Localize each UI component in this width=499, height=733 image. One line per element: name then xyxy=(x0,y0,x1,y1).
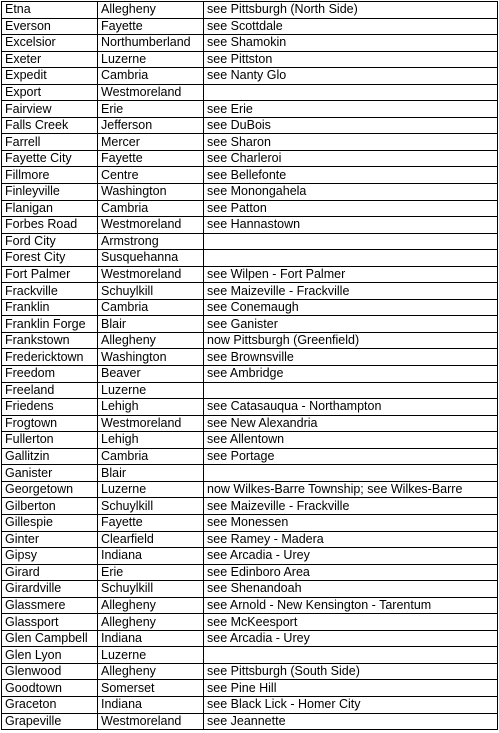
county-cell: Blair xyxy=(98,316,204,333)
reference-cell: see Hannastown xyxy=(204,217,498,234)
county-cell: Westmoreland xyxy=(98,713,204,730)
county-cell: Allegheny xyxy=(98,663,204,680)
place-name-cell: Glen Campbell xyxy=(2,630,98,647)
place-name-cell: Expedit xyxy=(2,68,98,85)
place-name-cell: Fairview xyxy=(2,101,98,118)
place-name-cell: Goodtown xyxy=(2,680,98,697)
county-cell: Westmoreland xyxy=(98,415,204,432)
reference-cell: see Bellefonte xyxy=(204,167,498,184)
place-name-cell: Falls Creek xyxy=(2,117,98,134)
table-row xyxy=(2,349,498,366)
county-cell: Allegheny xyxy=(98,332,204,349)
county-cell: Erie xyxy=(98,564,204,581)
reference-cell: see DuBois xyxy=(204,117,498,134)
place-name-cell: Forest City xyxy=(2,250,98,267)
county-cell: Indiana xyxy=(98,630,204,647)
table-row xyxy=(2,581,498,598)
county-cell: Allegheny xyxy=(98,614,204,631)
reference-cell: see Ambridge xyxy=(204,366,498,383)
place-name-cell: Freeland xyxy=(2,382,98,399)
table-row xyxy=(2,283,498,300)
table-row xyxy=(2,597,498,614)
county-cell: Westmoreland xyxy=(98,266,204,283)
county-cell: Armstrong xyxy=(98,233,204,250)
reference-cell: see Maizeville - Frackville xyxy=(204,283,498,300)
place-name-cell: Fredericktown xyxy=(2,349,98,366)
place-name-cell: Friedens xyxy=(2,399,98,416)
place-name-cell: Georgetown xyxy=(2,481,98,498)
place-name-cell: Glassport xyxy=(2,614,98,631)
reference-cell: see Ganister xyxy=(204,316,498,333)
county-cell: Luzerne xyxy=(98,647,204,664)
county-cell: Schuylkill xyxy=(98,498,204,515)
table-row xyxy=(2,184,498,201)
reference-cell: see Patton xyxy=(204,200,498,217)
county-cell: Mercer xyxy=(98,134,204,151)
table-row xyxy=(2,84,498,101)
reference-cell: see Pittsburgh (South Side) xyxy=(204,663,498,680)
place-name-cell: Glen Lyon xyxy=(2,647,98,664)
table-row xyxy=(2,299,498,316)
reference-cell: see Black Lick - Homer City xyxy=(204,696,498,713)
table-row xyxy=(2,233,498,250)
place-name-cell: Gilberton xyxy=(2,498,98,515)
reference-cell: see Pittsburgh (North Side) xyxy=(204,2,498,19)
place-name-cell: Everson xyxy=(2,18,98,35)
place-name-cell: Export xyxy=(2,84,98,101)
table-row xyxy=(2,200,498,217)
county-cell: Cambria xyxy=(98,68,204,85)
place-name-cell: Frogtown xyxy=(2,415,98,432)
reference-cell: see Arnold - New Kensington - Tarentum xyxy=(204,597,498,614)
reference-cell: see Scottdale xyxy=(204,18,498,35)
place-name-cell: Glenwood xyxy=(2,663,98,680)
table-row xyxy=(2,266,498,283)
place-name-cell: Forbes Road xyxy=(2,217,98,234)
table-row xyxy=(2,696,498,713)
reference-cell xyxy=(204,465,498,482)
reference-cell: see Wilpen - Fort Palmer xyxy=(204,266,498,283)
county-cell: Lehigh xyxy=(98,432,204,449)
table-row xyxy=(2,399,498,416)
reference-cell xyxy=(204,250,498,267)
table-row xyxy=(2,217,498,234)
county-cell: Westmoreland xyxy=(98,84,204,101)
table-row xyxy=(2,51,498,68)
place-name-cell: Fort Palmer xyxy=(2,266,98,283)
place-name-cell: Exeter xyxy=(2,51,98,68)
place-name-cell: Grapeville xyxy=(2,713,98,730)
place-name-cell: Fillmore xyxy=(2,167,98,184)
reference-cell xyxy=(204,233,498,250)
table-row xyxy=(2,332,498,349)
reference-cell: now Pittsburgh (Greenfield) xyxy=(204,332,498,349)
place-name-cell: Franklin Forge xyxy=(2,316,98,333)
table-row xyxy=(2,382,498,399)
reference-cell: see Ramey - Madera xyxy=(204,531,498,548)
county-cell: Luzerne xyxy=(98,51,204,68)
place-name-cell: Farrell xyxy=(2,134,98,151)
place-name-cell: Frankstown xyxy=(2,332,98,349)
reference-cell: see Maizeville - Frackville xyxy=(204,498,498,515)
table-row xyxy=(2,548,498,565)
place-name-cell: Gipsy xyxy=(2,548,98,565)
table-row xyxy=(2,2,498,19)
table-row xyxy=(2,432,498,449)
county-cell: Allegheny xyxy=(98,597,204,614)
county-cell: Northumberland xyxy=(98,35,204,52)
county-cell: Westmoreland xyxy=(98,217,204,234)
reference-cell: see Edinboro Area xyxy=(204,564,498,581)
table-row xyxy=(2,647,498,664)
table-row xyxy=(2,614,498,631)
reference-cell: see New Alexandria xyxy=(204,415,498,432)
county-cell: Fayette xyxy=(98,150,204,167)
county-cell: Susquehanna xyxy=(98,250,204,267)
county-cell: Washington xyxy=(98,349,204,366)
table-row xyxy=(2,117,498,134)
table-row xyxy=(2,713,498,730)
reference-cell xyxy=(204,382,498,399)
table-row xyxy=(2,415,498,432)
county-cell: Indiana xyxy=(98,696,204,713)
reference-cell: see Brownsville xyxy=(204,349,498,366)
county-cell: Somerset xyxy=(98,680,204,697)
place-name-cell: Frackville xyxy=(2,283,98,300)
reference-cell: see Portage xyxy=(204,448,498,465)
table-row xyxy=(2,68,498,85)
reference-cell: see Conemaugh xyxy=(204,299,498,316)
county-cell: Fayette xyxy=(98,514,204,531)
reference-cell: see Allentown xyxy=(204,432,498,449)
county-cell: Lehigh xyxy=(98,399,204,416)
reference-cell: see Monongahela xyxy=(204,184,498,201)
table-row xyxy=(2,35,498,52)
table-row xyxy=(2,316,498,333)
place-name-cell: Etna xyxy=(2,2,98,19)
place-name-cell: Graceton xyxy=(2,696,98,713)
reference-cell: see Shenandoah xyxy=(204,581,498,598)
county-cell: Schuylkill xyxy=(98,581,204,598)
place-name-cell: Fullerton xyxy=(2,432,98,449)
reference-cell: see Arcadia - Urey xyxy=(204,630,498,647)
county-cell: Schuylkill xyxy=(98,283,204,300)
table-row xyxy=(2,134,498,151)
county-cell: Cambria xyxy=(98,448,204,465)
reference-cell: see Pine Hill xyxy=(204,680,498,697)
reference-cell: see Catasauqua - Northampton xyxy=(204,399,498,416)
place-name-cell: Gillespie xyxy=(2,514,98,531)
reference-cell: see Erie xyxy=(204,101,498,118)
places-table-body xyxy=(2,2,498,730)
place-name-cell: Franklin xyxy=(2,299,98,316)
table-row xyxy=(2,18,498,35)
table-row xyxy=(2,564,498,581)
place-name-cell: Freedom xyxy=(2,366,98,383)
reference-cell: see Pittston xyxy=(204,51,498,68)
reference-cell: see Monessen xyxy=(204,514,498,531)
table-row xyxy=(2,630,498,647)
place-name-cell: Glassmere xyxy=(2,597,98,614)
table-row xyxy=(2,101,498,118)
place-name-cell: Ganister xyxy=(2,465,98,482)
reference-cell: see Arcadia - Urey xyxy=(204,548,498,565)
table-row xyxy=(2,514,498,531)
place-name-cell: Girardville xyxy=(2,581,98,598)
table-row xyxy=(2,167,498,184)
table-row xyxy=(2,250,498,267)
county-cell: Indiana xyxy=(98,548,204,565)
county-cell: Blair xyxy=(98,465,204,482)
county-cell: Clearfield xyxy=(98,531,204,548)
reference-cell: now Wilkes-Barre Township; see Wilkes-Barre xyxy=(204,481,498,498)
place-name-cell: Ginter xyxy=(2,531,98,548)
table-row xyxy=(2,150,498,167)
county-cell: Cambria xyxy=(98,200,204,217)
reference-cell: see McKeesport xyxy=(204,614,498,631)
reference-cell: see Sharon xyxy=(204,134,498,151)
county-cell: Beaver xyxy=(98,366,204,383)
reference-cell xyxy=(204,647,498,664)
reference-cell xyxy=(204,84,498,101)
table-row xyxy=(2,498,498,515)
county-cell: Washington xyxy=(98,184,204,201)
county-cell: Jefferson xyxy=(98,117,204,134)
table-row xyxy=(2,531,498,548)
reference-cell: see Charleroi xyxy=(204,150,498,167)
county-cell: Erie xyxy=(98,101,204,118)
table-row xyxy=(2,481,498,498)
table-row xyxy=(2,366,498,383)
place-name-cell: Gallitzin xyxy=(2,448,98,465)
table-row xyxy=(2,663,498,680)
place-name-cell: Girard xyxy=(2,564,98,581)
table-row xyxy=(2,448,498,465)
place-name-cell: Fayette City xyxy=(2,150,98,167)
places-table xyxy=(1,1,498,730)
county-cell: Allegheny xyxy=(98,2,204,19)
county-cell: Fayette xyxy=(98,18,204,35)
county-cell: Luzerne xyxy=(98,382,204,399)
county-cell: Cambria xyxy=(98,299,204,316)
place-name-cell: Ford City xyxy=(2,233,98,250)
county-cell: Centre xyxy=(98,167,204,184)
county-cell: Luzerne xyxy=(98,481,204,498)
table-row xyxy=(2,465,498,482)
place-name-cell: Excelsior xyxy=(2,35,98,52)
place-name-cell: Flanigan xyxy=(2,200,98,217)
reference-cell: see Nanty Glo xyxy=(204,68,498,85)
reference-cell: see Shamokin xyxy=(204,35,498,52)
reference-cell: see Jeannette xyxy=(204,713,498,730)
place-name-cell: Finleyville xyxy=(2,184,98,201)
table-row xyxy=(2,680,498,697)
